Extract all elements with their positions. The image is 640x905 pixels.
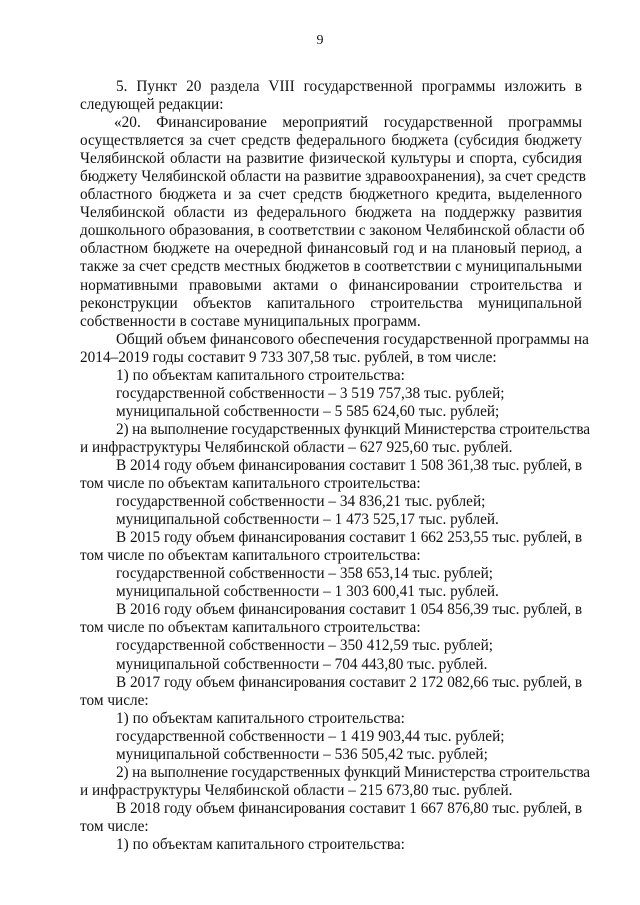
p20-line-11: реконструкции объектов капитального строительства муниципальной xyxy=(80,294,582,312)
y2018-line-2: том числе: xyxy=(80,817,149,835)
y2015-line-4: муниципальной собственности – 1 303 600,41 тыс. рублей. xyxy=(116,583,499,601)
y2018-line-1: В 2018 году объем финансирования составит 1 667 876,80 тыс. рублей, в xyxy=(116,799,582,817)
p20-line-10: нормативными правовыми актами о финансировании строительства и xyxy=(80,276,582,294)
p20-line-6: Челябинской области из федерального бюджета на поддержку развития xyxy=(80,204,582,222)
y2015-line-3: государственной собственности – 358 653,14 тыс. рублей; xyxy=(116,565,494,583)
total-line-6: 2) на выполнение государственных функций Министерства строительства xyxy=(116,420,590,438)
y2017-line-7: и инфраструктуры Челябинской области – 215 673,80 тыс. рублей. xyxy=(80,781,513,799)
p20-line-12: собственности в составе муниципальных программ. xyxy=(80,312,421,330)
document-body xyxy=(80,78,590,854)
y2014-line-2: том числе по объектам капитального строительства: xyxy=(80,475,421,493)
y2016-line-2: том числе по объектам капитального строительства: xyxy=(80,619,421,637)
total-line-2: 2014–2019 годы составит 9 733 307,58 тыс. рублей, в том числе: xyxy=(80,348,497,366)
y2016-line-4: муниципальной собственности – 704 443,80 тыс. рублей. xyxy=(116,655,488,673)
item5-line-1: 5. Пункт 20 раздела VIII государственной программы изложить в xyxy=(116,78,582,95)
item5-line-2: следующей редакции: xyxy=(80,96,224,114)
p20-line-3: Челябинской области на развитие физической культуры и спорта, субсидия xyxy=(80,150,582,168)
y2015-line-2: том числе по объектам капитального строительства: xyxy=(80,547,421,565)
y2014-line-3: государственной собственности – 34 836,21 тыс. рублей; xyxy=(116,493,486,511)
y2014-line-1: В 2014 году объем финансирования составит 1 508 361,38 тыс. рублей, в xyxy=(116,456,582,474)
total-line-5: муниципальной собственности – 5 585 624,60 тыс. рублей; xyxy=(116,402,500,420)
y2017-line-5: муниципальной собственности – 536 505,42 тыс. рублей; xyxy=(116,745,488,763)
y2018-line-3: 1) по объектам капитального строительства: xyxy=(116,835,405,853)
y2017-line-2: том числе: xyxy=(80,691,149,709)
p20-line-4: бюджету Челябинской области на развитие здравоохранения), за счет средств xyxy=(80,168,586,186)
y2017-line-6: 2) на выполнение государственных функций Министерства строительства xyxy=(116,763,590,781)
y2017-line-4: государственной собственности – 1 419 903,44 тыс. рублей; xyxy=(116,727,505,745)
p20-line-1: «20. Финансирование мероприятий государственной программы xyxy=(114,114,582,132)
y2017-line-3: 1) по объектам капитального строительства: xyxy=(116,709,405,727)
y2016-line-1: В 2016 году объем финансирования составит 1 054 856,39 тыс. рублей, в xyxy=(116,601,582,619)
p20-line-9: также за счет средств местных бюджетов в соответствии с муниципальными xyxy=(80,258,582,276)
page-number: 9 xyxy=(316,33,324,48)
y2017-line-1: В 2017 году объем финансирования составит 2 172 082,66 тыс. рублей, в xyxy=(116,673,582,691)
total-line-3: 1) по объектам капитального строительства: xyxy=(116,366,405,384)
p20-line-5: областного бюджета и за счет средств бюджетного кредита, выделенного xyxy=(80,186,582,204)
y2016-line-3: государственной собственности – 350 412,59 тыс. рублей; xyxy=(116,637,494,655)
y2015-line-1: В 2015 году объем финансирования составит 1 662 253,55 тыс. рублей, в xyxy=(116,529,582,547)
p20-line-8: областном бюджете на очередной финансовый год и на плановый период, а xyxy=(80,240,582,258)
total-line-7: и инфраструктуры Челябинской области – 627 925,60 тыс. рублей. xyxy=(80,438,513,456)
p20-line-2: осуществляется за счет средств федерального бюджета (субсидия бюджету xyxy=(80,132,582,150)
total-line-4: государственной собственности – 3 519 757,38 тыс. рублей; xyxy=(116,384,505,402)
total-line-1: Общий объем финансового обеспечения государственной программы на xyxy=(116,330,589,348)
p20-line-7: дошкольного образования, в соответствии с законом Челябинской области об xyxy=(80,222,585,240)
y2014-line-4: муниципальной собственности – 1 473 525,17 тыс. рублей. xyxy=(116,511,499,529)
